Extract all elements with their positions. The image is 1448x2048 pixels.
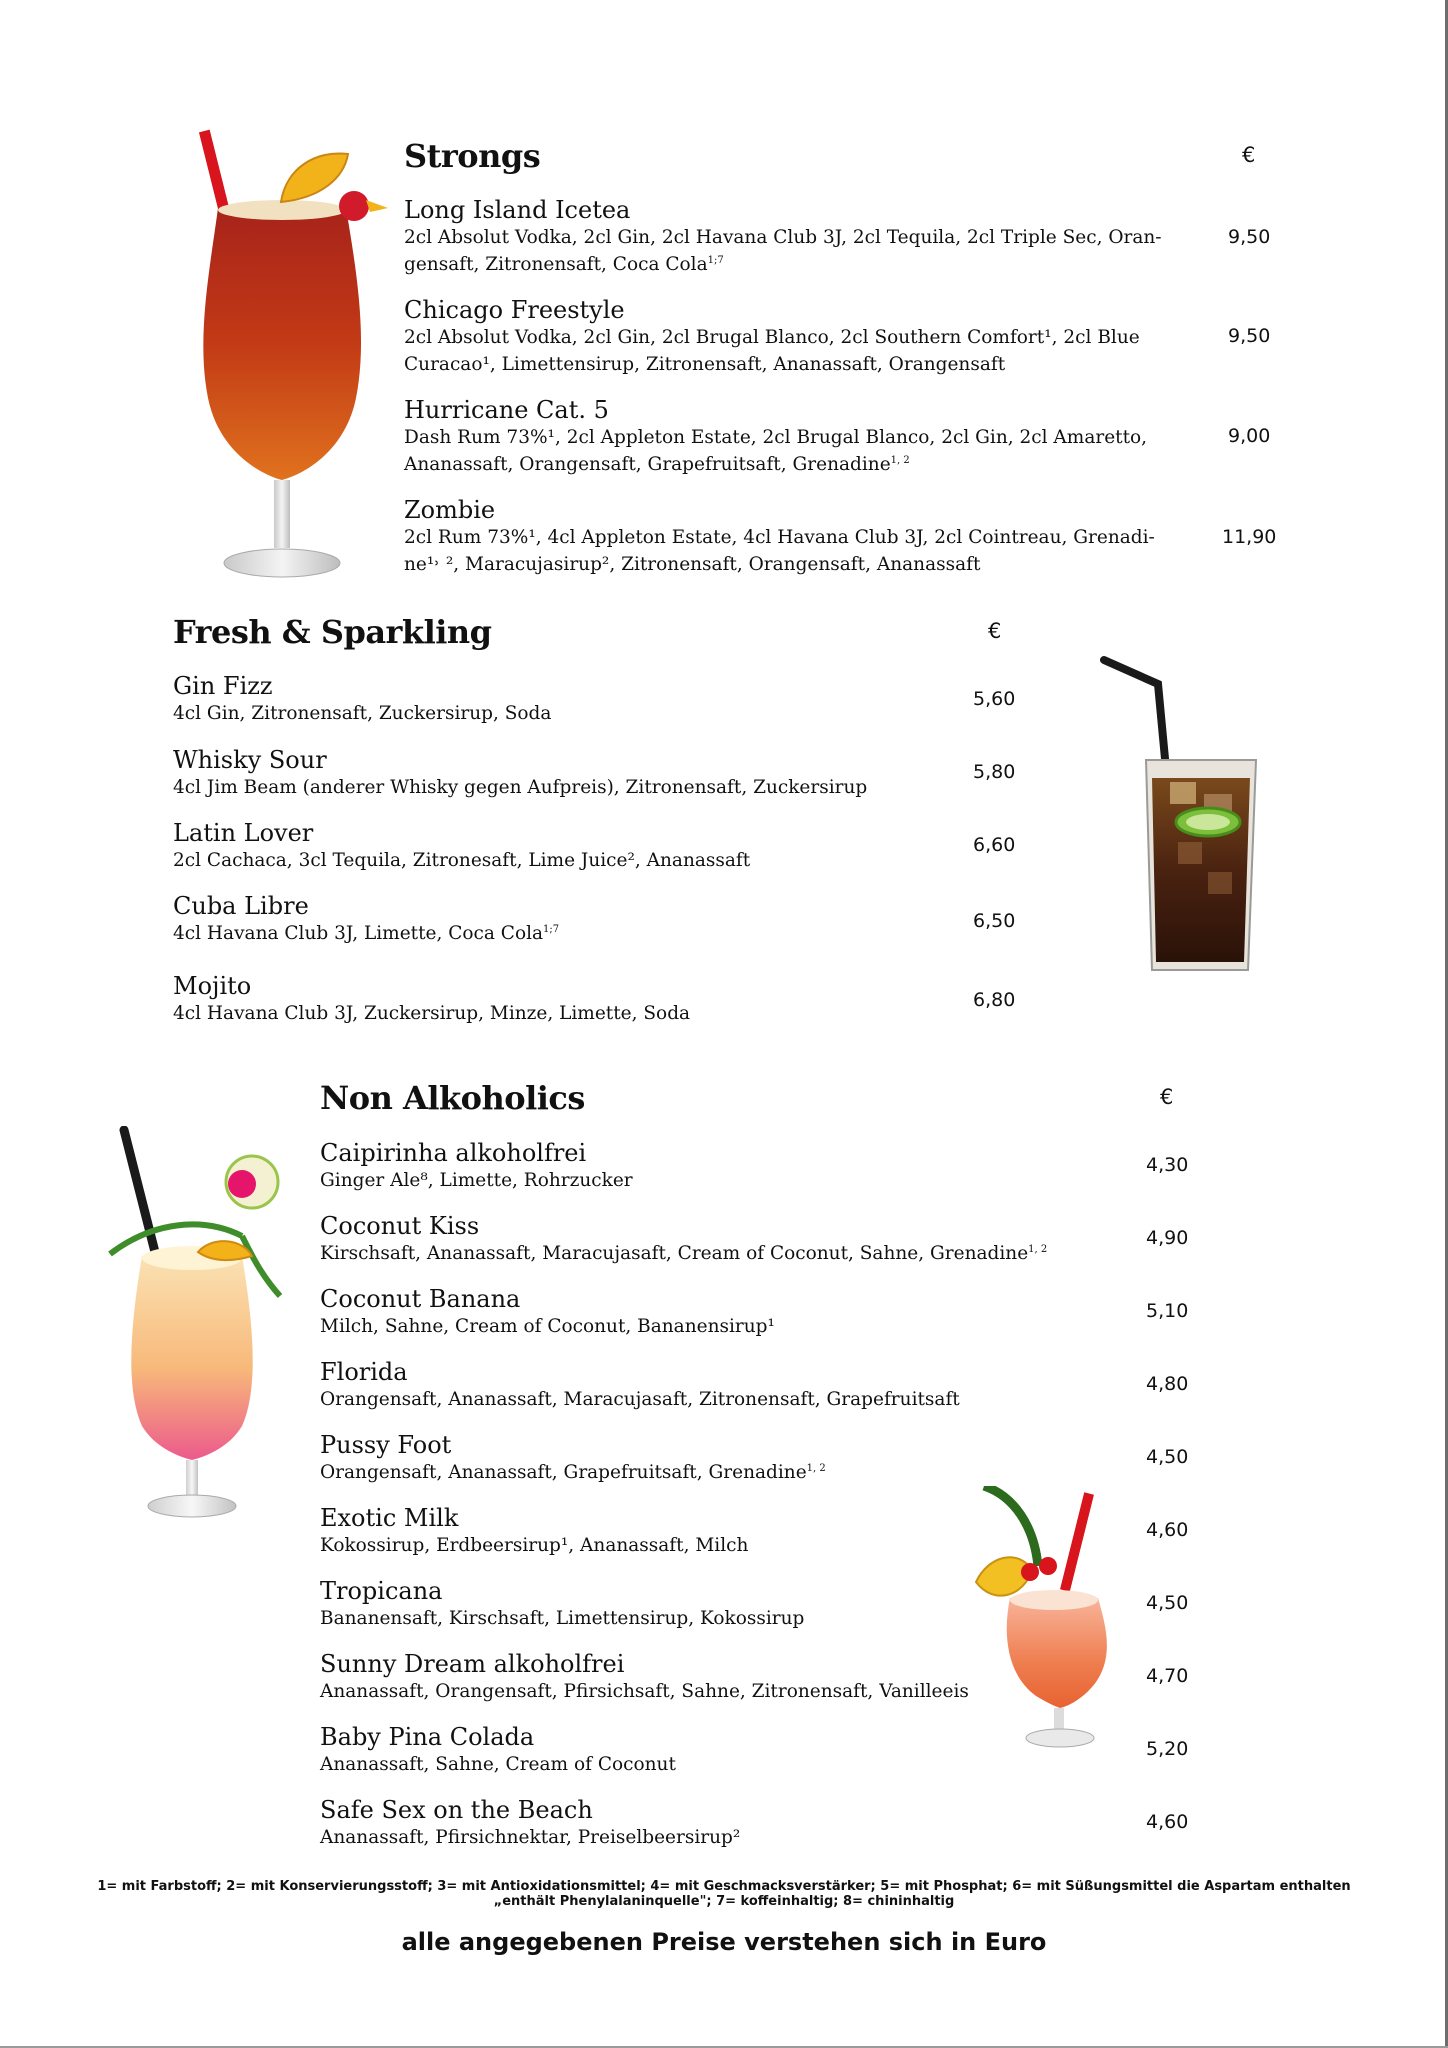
desc-line: 2cl Absolut Vodka, 2cl Gin, 2cl Havana Club 3J, 2cl Tequila, 2cl Triple Sec, Oran- (404, 227, 1162, 248)
item-name: Safe Sex on the Beach (320, 1796, 593, 1824)
menu-item (320, 1723, 1020, 1778)
desc-line: 2cl Absolut Vodka, 2cl Gin, 2cl Brugal Blanco, 2cl Southern Comfort¹, 2cl Blue (404, 327, 1140, 348)
section-title-fresh-sparkling: Fresh & Sparkling (173, 613, 492, 651)
item-price: 9,00 (1228, 425, 1271, 447)
item-price: 6,80 (973, 989, 1016, 1011)
coconut-cocktail-icon (102, 1126, 292, 1522)
item-price: 9,50 (1228, 226, 1271, 248)
item-price: 4,60 (1146, 1519, 1189, 1541)
menu-item (320, 1577, 1020, 1632)
desc-line: ne¹˒ ², Maracujasirup², Zitronensaft, Orangensaft, Ananassaft (404, 554, 981, 575)
item-price: 5,20 (1146, 1738, 1189, 1760)
item-name: Chicago Freestyle (404, 296, 625, 324)
menu-item (173, 972, 933, 1027)
desc-line: Curacao¹, Limettensirup, Zitronensaft, Ananassaft, Orangensaft (404, 354, 1006, 375)
item-price: 4,50 (1146, 1592, 1189, 1614)
item-name: Baby Pina Colada (320, 1723, 535, 1751)
currency-label: € (988, 619, 1002, 643)
item-name: Gin Fizz (173, 672, 273, 700)
item-description (404, 424, 1204, 478)
hurricane-cocktail-icon (186, 128, 400, 590)
menu-item (320, 1650, 1020, 1705)
footnote-line: „enthält Phenylalaninquelle"; 7= koffeinhaltig; 8= chininhaltig (493, 1894, 955, 1909)
item-price: 5,60 (973, 688, 1016, 710)
additive-marker: 1, 2 (806, 1463, 826, 1474)
item-description: Kirschsaft, Ananassaft, Maracujasaft, Cream of Coconut, Sahne, Grenadine (320, 1243, 1029, 1264)
additive-marker: 1;7 (707, 255, 724, 266)
menu-item (320, 1796, 1020, 1851)
desc-line: gensaft, Zitronensaft, Coca Cola (404, 254, 708, 275)
item-name: Mojito (173, 972, 252, 1000)
item-price: 4,60 (1146, 1811, 1189, 1833)
additives-footnote (60, 1879, 1388, 1909)
item-description: 2cl Cachaca, 3cl Tequila, Zitronesaft, Lime Juice², Ananassaft (173, 850, 751, 871)
section-title-non-alkoholics: Non Alkoholics (320, 1079, 585, 1117)
additive-marker: 1, 2 (890, 455, 910, 466)
desc-line: Dash Rum 73%¹, 2cl Appleton Estate, 2cl Brugal Blanco, 2cl Gin, 2cl Amaretto, (404, 427, 1148, 448)
item-name: Whisky Sour (173, 746, 327, 774)
item-name: Coconut Kiss (320, 1212, 480, 1240)
item-price: 6,60 (973, 834, 1016, 856)
item-price: 4,70 (1146, 1665, 1189, 1687)
menu-item (404, 296, 1204, 378)
item-price: 5,10 (1146, 1300, 1189, 1322)
menu-item (173, 672, 933, 727)
item-description (404, 224, 1204, 278)
price-note: alle angegebenen Preise verstehen sich in Euro (401, 1928, 1047, 1956)
item-name: Sunny Dream alkoholfrei (320, 1650, 625, 1678)
desc-line: Ananassaft, Orangensaft, Grapefruitsaft, Grenadine (404, 454, 891, 475)
menu-item (173, 819, 933, 874)
item-description: Ginger Ale⁸, Limette, Rohrzucker (320, 1170, 633, 1191)
item-description: 4cl Havana Club 3J, Zuckersirup, Minze, Limette, Soda (173, 1003, 691, 1024)
item-price: 11,90 (1222, 526, 1277, 548)
cuba-libre-glass-icon (1098, 652, 1266, 977)
item-name: Pussy Foot (320, 1431, 452, 1459)
desc-line: 2cl Rum 73%¹, 4cl Appleton Estate, 4cl Havana Club 3J, 2cl Cointreau, Grenadi- (404, 527, 1155, 548)
item-description: 4cl Gin, Zitronensaft, Zuckersirup, Soda (173, 703, 552, 724)
item-description: Ananassaft, Orangensaft, Pfirsichsaft, Sahne, Zitronensaft, Vanilleeis (320, 1681, 969, 1702)
item-price: 4,80 (1146, 1373, 1189, 1395)
item-price: 4,30 (1146, 1154, 1189, 1176)
item-price: 5,80 (973, 761, 1016, 783)
menu-item (173, 892, 933, 947)
item-name: Tropicana (320, 1577, 443, 1605)
item-price: 6,50 (973, 910, 1016, 932)
item-name: Cuba Libre (173, 892, 309, 920)
item-name: Florida (320, 1358, 408, 1386)
footnote-line: 1= mit Farbstoff; 2= mit Konservierungsstoff; 3= mit Antioxidationsmittel; 4= mit Geschmacksverstärker; 5= mit Phosphat; 6= mit Süßungsmittel die Aspartam enthalten (97, 1879, 1351, 1894)
menu-item (320, 1139, 1100, 1194)
menu-item (320, 1212, 1100, 1267)
menu-item (404, 196, 1204, 278)
section-title-strongs: Strongs (404, 137, 541, 175)
item-description: Bananensaft, Kirschsaft, Limettensirup, Kokossirup (320, 1608, 805, 1629)
item-name: Zombie (404, 496, 496, 524)
item-description: Orangensaft, Ananassaft, Grapefruitsaft, Grenadine (320, 1462, 807, 1483)
item-description: Orangensaft, Ananassaft, Maracujasaft, Zitronensaft, Grapefruitsaft (320, 1389, 960, 1410)
item-description: 4cl Havana Club 3J, Limette, Coca Cola (173, 923, 544, 944)
menu-item (404, 396, 1204, 478)
item-description: Ananassaft, Pfirsichnektar, Preiselbeersirup² (320, 1827, 741, 1848)
item-name: Caipirinha alkoholfrei (320, 1139, 587, 1167)
tropical-cocktail-icon (974, 1486, 1134, 1754)
item-description (404, 324, 1204, 378)
item-name: Long Island Icetea (404, 196, 631, 224)
menu-item (404, 496, 1204, 578)
menu-item (320, 1504, 1020, 1559)
menu-item (320, 1285, 1100, 1340)
item-name: Latin Lover (173, 819, 314, 847)
item-price: 9,50 (1228, 325, 1271, 347)
item-name: Hurricane Cat. 5 (404, 396, 609, 424)
item-description: Kokossirup, Erdbeersirup¹, Ananassaft, Milch (320, 1535, 749, 1556)
menu-item (320, 1431, 1100, 1486)
item-description: Milch, Sahne, Cream of Coconut, Bananensirup¹ (320, 1316, 775, 1337)
additive-marker: 1, 2 (1028, 1244, 1048, 1255)
item-description: 4cl Jim Beam (anderer Whisky gegen Aufpreis), Zitronensaft, Zuckersirup (173, 777, 868, 798)
currency-label: € (1242, 143, 1256, 167)
currency-label: € (1160, 1085, 1174, 1109)
item-description: Ananassaft, Sahne, Cream of Coconut (320, 1754, 676, 1775)
menu-item (173, 746, 933, 801)
item-price: 4,50 (1146, 1446, 1189, 1468)
item-price: 4,90 (1146, 1227, 1189, 1249)
additive-marker: 1;7 (543, 924, 560, 935)
item-name: Coconut Banana (320, 1285, 521, 1313)
item-name: Exotic Milk (320, 1504, 459, 1532)
item-description (404, 524, 1204, 578)
menu-item (320, 1358, 1100, 1413)
